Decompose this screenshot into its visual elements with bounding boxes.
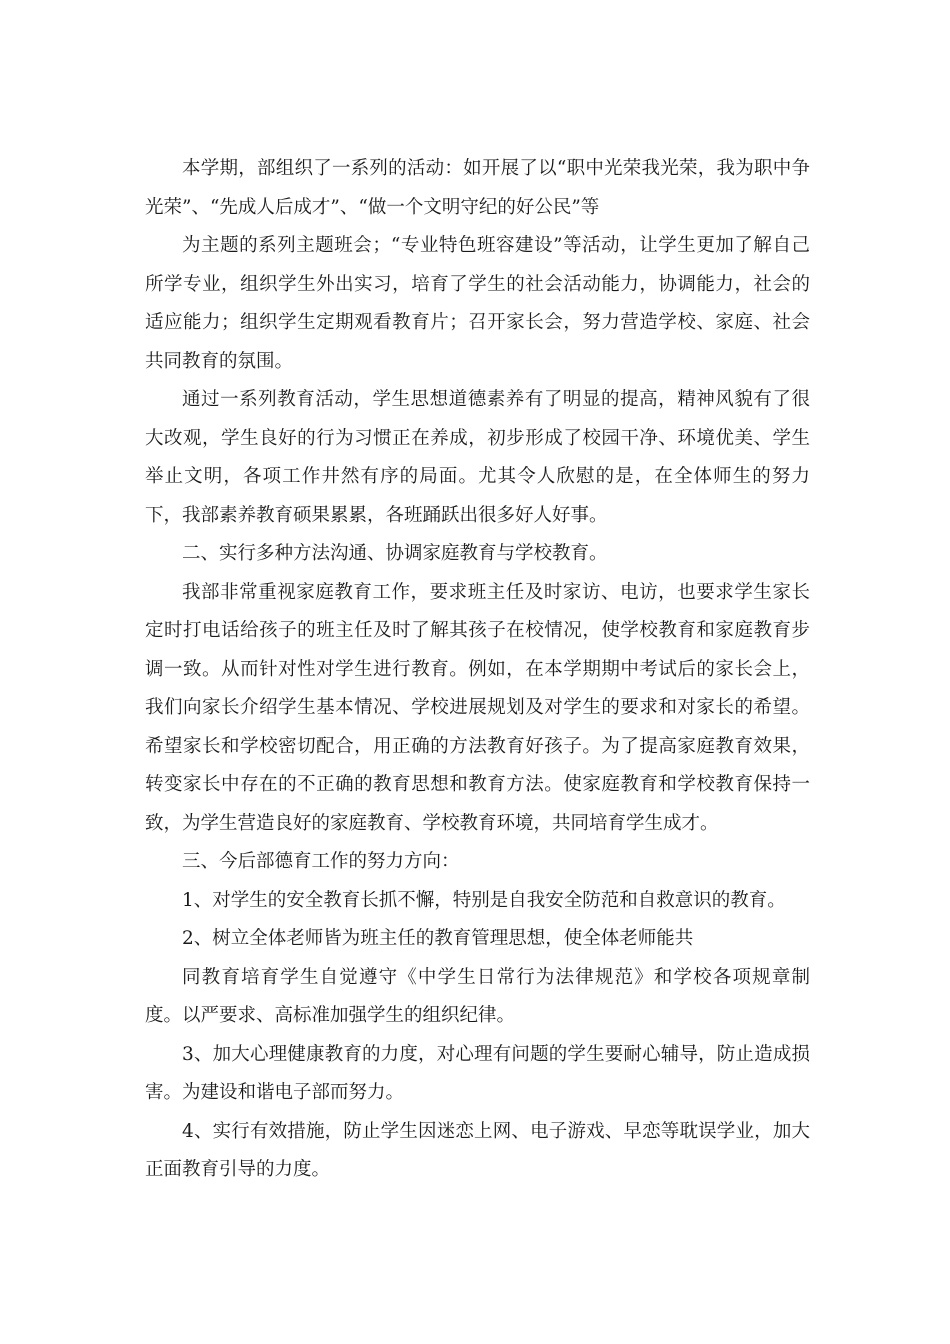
paragraph-theme-class-meetings: 为主题的系列主题班会；“专业特色班容建设”等活动，让学生更加了解自己所学专业，组织学生外出实习，培育了学生的社会活动能力，协调能力，社会的适应能力；组织学生定期观看教育片；召开家长会，努力营造学校、家庭、社会共同教育的氛围。 [145,235,810,372]
paragraph-education-results: 通过一系列教育活动，学生思想道德素养有了明显的提高，精神风貌有了很大改观，学生良好的行为习惯正在养成，初步形成了校园干净、环境优美、学生举止文明，各项工作井然有序的局面。尤其令人欣慰的是，在全体师生的努力下，我部素养教育硕果累累，各班踊跃出很多好人好事。 [145,389,810,526]
list-item-2: 2、树立全体老师皆为班主任的教育管理思想，使全体老师能共 [182,928,694,949]
section-heading-3: 三、今后部德育工作的努力方向： [182,851,460,872]
section-heading-2: 二、实行多种方法沟通、协调家庭教育与学校教育。 [182,543,608,564]
document-body [145,150,810,1190]
list-item-2-continued: 同教育培育学生自觉遵守《中学生日常行为法律规范》和学校各项规章制度。以严要求、高标准加强学生的组织纪律。 [145,966,810,1026]
list-item-4: 4、实行有效措施，防止学生因迷恋上网、电子游戏、早恋等耽误学业，加大正面教育引导的力度。 [145,1120,810,1180]
paragraph-activities-intro: 本学期，部组织了一系列的活动：如开展了以“职中光荣我光荣，我为职中争光荣”、“先成人后成才”、“做一个文明守纪的好公民”等 [145,158,810,218]
paragraph-family-education: 我部非常重视家庭教育工作，要求班主任及时家访、电访，也要求学生家长定时打电话给孩子的班主任及时了解其孩子在校情况，使学校教育和家庭教育步调一致。从而针对性对学生进行教育。例如，在本学期期中考试后的家长会上，我们向家长介绍学生基本情况、学校进展规划及对学生的要求和对家长的希望。希望家长和学校密切配合，用正确的方法教育好孩子。为了提高家庭教育效果，转变家长中存在的不正确的教育思想和教育方法。使家庭教育和学校教育保持一致，为学生营造良好的家庭教育、学校教育环境，共同培育学生成才。 [145,581,810,834]
list-item-1: 1、对学生的安全教育长抓不懈，特别是自我安全防范和自救意识的教育。 [182,889,786,911]
list-item-3: 3、加大心理健康教育的力度，对心理有问题的学生要耐心辅导，防止造成损害。为建设和谐电子部而努力。 [145,1043,810,1103]
